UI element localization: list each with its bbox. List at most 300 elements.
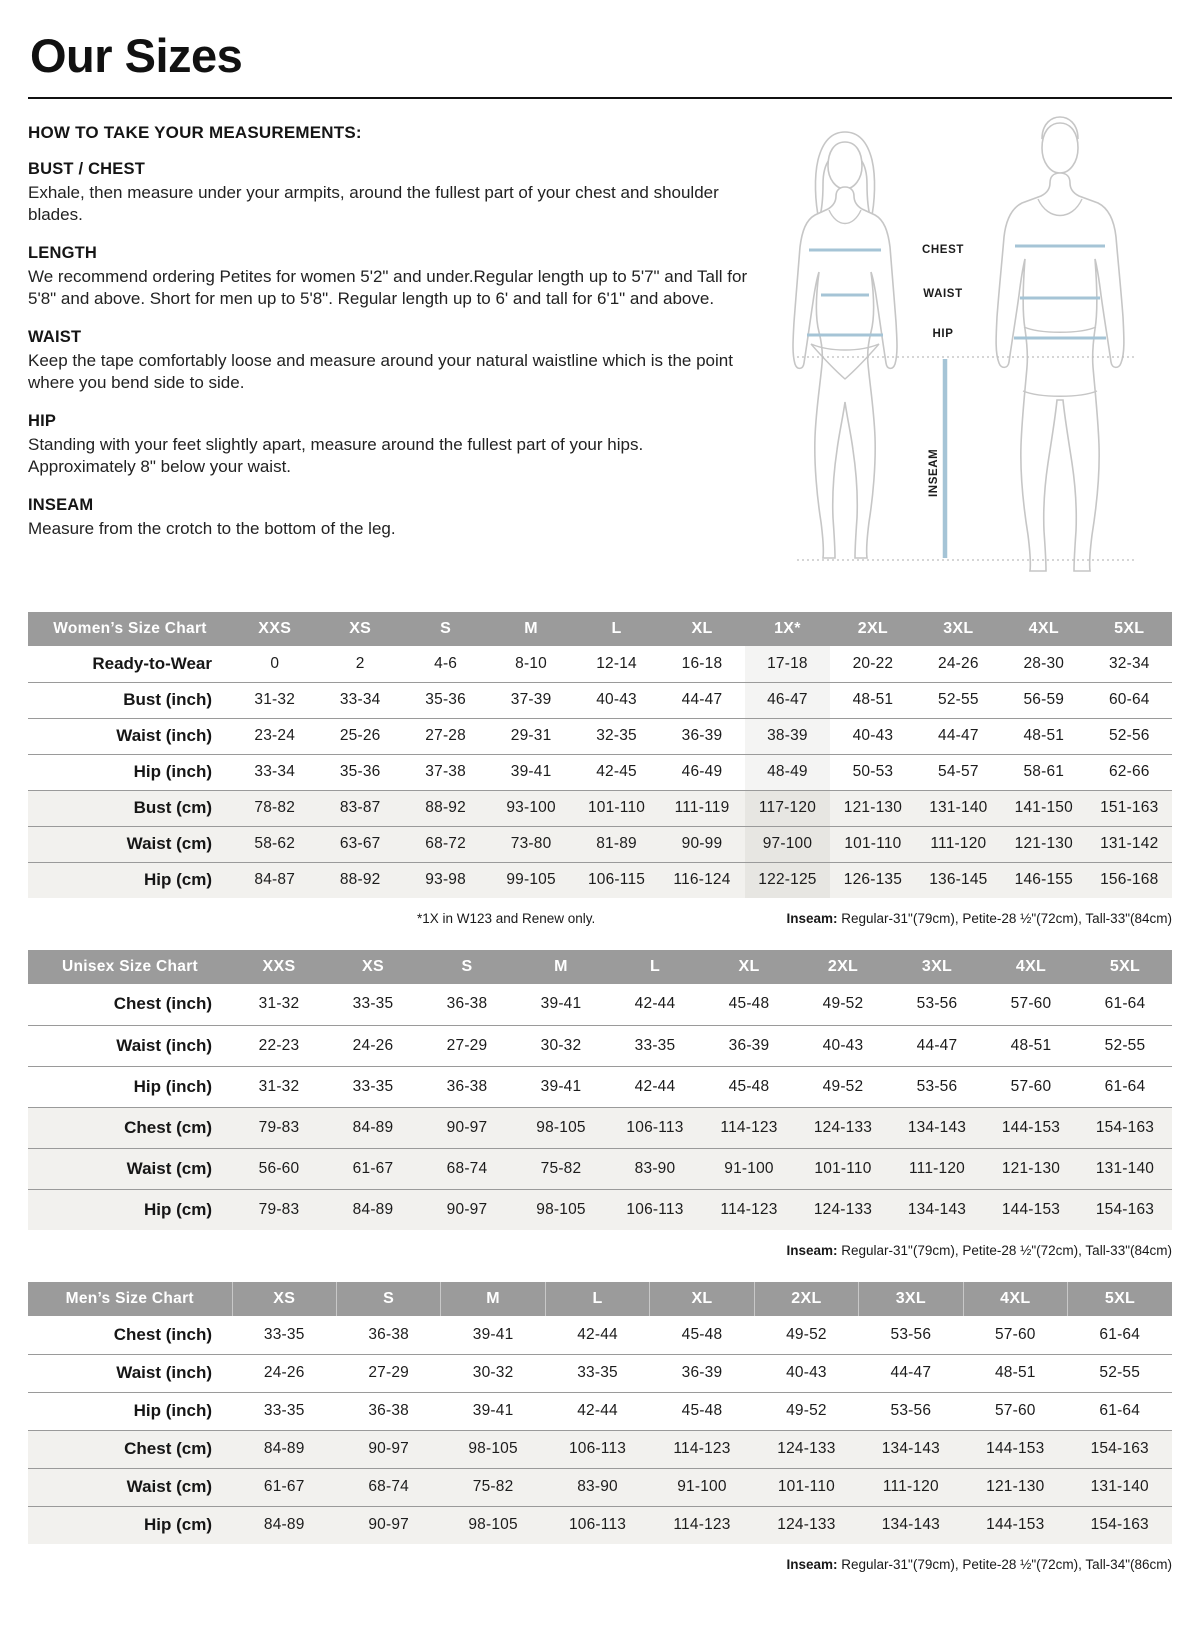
size-cell: 134-143 <box>881 1516 940 1534</box>
column-header-m: M <box>488 612 573 646</box>
size-cell: 17-18 <box>745 646 830 682</box>
column-header-l: L <box>545 1282 649 1316</box>
row-label: Ready-to-Wear <box>92 653 212 673</box>
size-cell: 56-59 <box>1023 691 1065 708</box>
mens-size-chart-section <box>28 1282 1172 1572</box>
inseam-footnote <box>786 1557 1172 1572</box>
womens-size-chart-section <box>28 612 1172 926</box>
table-row <box>28 1066 1172 1107</box>
inseam-footnote-label: Inseam: <box>786 1557 838 1572</box>
column-header-xs: XS <box>317 612 402 646</box>
column-header-xl: XL <box>650 1282 754 1316</box>
row-label: Chest (cm) <box>124 1439 212 1458</box>
row-label: Waist (cm) <box>126 1158 212 1178</box>
table-row <box>28 1316 1172 1354</box>
size-cell: 23-24 <box>254 727 296 744</box>
size-cell: 39-41 <box>540 995 582 1013</box>
size-cell: 61-64 <box>1099 1325 1141 1343</box>
size-cell: 36-39 <box>681 727 723 744</box>
size-cell: 144-153 <box>986 1516 1045 1534</box>
section-title: BUST / CHEST <box>28 160 145 178</box>
top-section <box>28 99 1172 592</box>
size-cell: 33-35 <box>577 1364 618 1381</box>
size-cell: 54-57 <box>938 763 979 780</box>
size-cell: 42-44 <box>634 1077 676 1095</box>
size-cell: 114-123 <box>720 1200 778 1218</box>
row-label: Chest (inch) <box>113 1324 212 1344</box>
column-header-4xl: 4XL <box>1001 612 1086 646</box>
size-cell: 90-97 <box>368 1516 409 1534</box>
size-cell: 101-110 <box>587 799 646 816</box>
row-label: Hip (cm) <box>144 1199 212 1219</box>
waist-label: WAIST <box>923 288 963 300</box>
column-header-4xl: 4XL <box>984 950 1078 984</box>
size-cell: 121-130 <box>986 1478 1045 1495</box>
size-cell: 36-38 <box>446 995 488 1013</box>
row-label: Hip (cm) <box>144 870 212 890</box>
size-cell: 78-82 <box>254 799 296 816</box>
size-cell: 42-44 <box>577 1325 618 1343</box>
inseam-footnote-label: Inseam: <box>786 1243 838 1258</box>
size-cell: 111-120 <box>930 835 987 852</box>
size-cell: 98-105 <box>468 1516 518 1534</box>
section-title: WAIST <box>28 327 82 346</box>
unisex-chart-footnotes <box>28 1243 1172 1258</box>
size-cell: 84-89 <box>263 1516 305 1534</box>
size-cell: 24-26 <box>352 1036 394 1054</box>
size-cell: 53-56 <box>916 995 958 1013</box>
size-cell: 144-153 <box>1001 1200 1061 1218</box>
size-cell: 12-14 <box>596 654 637 672</box>
size-cell: 154-163 <box>1095 1118 1155 1136</box>
size-cell: 61-64 <box>1099 1402 1141 1419</box>
size-cell: 28-30 <box>1023 654 1065 672</box>
size-cell: 90-97 <box>446 1200 488 1218</box>
size-cell: 29-31 <box>510 727 552 744</box>
measurement-instructions <box>28 99 752 540</box>
size-cell: 58-62 <box>254 835 296 852</box>
size-cell: 33-35 <box>352 995 394 1013</box>
size-cell: 73-80 <box>510 835 552 852</box>
size-cell: 61-67 <box>263 1478 305 1495</box>
size-cell: 83-90 <box>577 1478 618 1495</box>
size-cell: 32-34 <box>1108 654 1150 672</box>
size-cell: 98-105 <box>536 1118 586 1136</box>
size-cell: 101-110 <box>814 1159 872 1177</box>
inseam-footnote-text: Regular-31"(79cm), Petite-28 ½"(72cm), Tall-34"(86cm) <box>837 1557 1172 1572</box>
size-cell: 33-35 <box>263 1402 305 1419</box>
column-header-xxs: XXS <box>232 950 326 984</box>
size-cell: 63-67 <box>339 835 381 852</box>
size-cell: 33-34 <box>339 691 381 708</box>
column-header-1x: 1X* <box>745 612 830 646</box>
table-row <box>28 1107 1172 1148</box>
size-cell: 75-82 <box>540 1159 582 1177</box>
size-cell: 27-28 <box>425 727 466 744</box>
size-cell: 53-56 <box>890 1325 932 1343</box>
column-header-xxs: XXS <box>232 612 317 646</box>
size-cell: 52-55 <box>938 691 979 708</box>
instruction-section-bust-chest <box>28 160 752 227</box>
table-row <box>28 826 1172 862</box>
mens-size-chart-table <box>28 1282 1172 1544</box>
inseam-footnote <box>786 1243 1172 1258</box>
size-cell: 8-10 <box>515 654 547 672</box>
size-cell: 61-64 <box>1104 995 1146 1013</box>
size-cell: 98-105 <box>536 1200 586 1218</box>
size-cell: 114-123 <box>720 1118 778 1136</box>
size-cell: 35-36 <box>425 691 466 708</box>
page-title: Our Sizes <box>30 29 243 82</box>
womens-chart-footnotes <box>28 911 1172 926</box>
table-row <box>28 790 1172 826</box>
size-cell: 88-92 <box>425 799 466 816</box>
column-header-5xl: 5XL <box>1068 1282 1173 1316</box>
instruction-section-hip <box>28 412 752 479</box>
row-label: Hip (cm) <box>144 1515 212 1535</box>
size-cell: 156-168 <box>1100 871 1159 889</box>
row-label: Waist (inch) <box>116 1035 212 1055</box>
row-label: Waist (cm) <box>126 834 212 853</box>
column-header-l: L <box>608 950 702 984</box>
size-cell: 97-100 <box>745 826 830 862</box>
row-label: Bust (inch) <box>123 690 212 709</box>
inseam-label: INSEAM <box>928 448 940 497</box>
size-cell: 131-140 <box>1095 1159 1155 1177</box>
size-cell: 39-41 <box>472 1325 514 1343</box>
size-cell: 27-29 <box>446 1036 488 1054</box>
size-cell: 91-100 <box>724 1159 774 1177</box>
size-cell: 111-120 <box>909 1159 965 1177</box>
size-cell: 48-51 <box>1010 1036 1052 1054</box>
size-cell: 4-6 <box>434 654 458 672</box>
size-cell: 83-87 <box>339 799 381 816</box>
column-header-s: S <box>336 1282 440 1316</box>
table-row <box>28 646 1172 682</box>
size-cell: 114-123 <box>673 1440 731 1457</box>
size-cell: 48-49 <box>745 754 830 790</box>
size-cell: 141-150 <box>1014 799 1073 816</box>
size-cell: 33-35 <box>634 1036 676 1054</box>
section-title: LENGTH <box>28 243 98 262</box>
table-row <box>28 1468 1172 1506</box>
column-header-4xl: 4XL <box>963 1282 1067 1316</box>
size-cell: 106-113 <box>626 1200 684 1218</box>
size-cell: 25-26 <box>339 727 381 744</box>
size-cell: 68-74 <box>368 1478 409 1495</box>
size-cell: 79-83 <box>258 1118 300 1136</box>
table-row <box>28 682 1172 718</box>
column-header-3xl: 3XL <box>859 1282 963 1316</box>
size-cell: 131-140 <box>1090 1478 1149 1495</box>
table-row <box>28 984 1172 1025</box>
size-cell: 106-115 <box>587 871 646 889</box>
size-cell: 32-35 <box>596 727 637 744</box>
table-row <box>28 1506 1172 1544</box>
row-label: Chest (cm) <box>124 1117 212 1137</box>
size-cell: 61-64 <box>1104 1077 1146 1095</box>
table-row <box>28 1354 1172 1392</box>
size-cell: 151-163 <box>1100 799 1159 816</box>
size-cell: 111-119 <box>674 799 730 816</box>
size-cell: 33-34 <box>254 763 296 780</box>
size-cell: 134-143 <box>907 1118 967 1136</box>
inseam-footnote-text: Regular-31"(79cm), Petite-28 ½"(72cm), Tall-33"(84cm) <box>837 911 1172 926</box>
female-figure-outline <box>793 132 897 558</box>
size-cell: 16-18 <box>681 654 723 672</box>
size-cell: 39-41 <box>540 1077 582 1095</box>
row-label: Bust (cm) <box>133 798 212 817</box>
size-cell: 42-45 <box>596 763 637 780</box>
row-label: Hip (inch) <box>133 762 212 781</box>
size-cell: 124-133 <box>813 1200 873 1218</box>
column-header-m: M <box>441 1282 545 1316</box>
size-cell: 40-43 <box>596 691 637 708</box>
size-cell: 101-110 <box>777 1478 835 1495</box>
size-cell: 33-35 <box>352 1077 394 1095</box>
size-cell: 62-66 <box>1108 763 1150 780</box>
row-label: Hip (inch) <box>133 1076 212 1096</box>
table-title: Men’s Size Chart <box>28 1282 232 1316</box>
size-cell: 58-61 <box>1023 763 1065 780</box>
column-header-2xl: 2XL <box>754 1282 858 1316</box>
size-cell: 31-32 <box>254 691 296 708</box>
size-cell: 131-142 <box>1100 835 1159 852</box>
size-cell: 84-89 <box>352 1200 394 1218</box>
size-cell: 122-125 <box>745 862 830 898</box>
section-body: Keep the tape comfortably loose and measure around your natural waistline which is the point where you bend side to side. <box>28 350 733 393</box>
size-cell: 36-38 <box>368 1325 409 1343</box>
size-cell: 45-48 <box>728 1077 770 1095</box>
size-cell: 124-133 <box>777 1440 836 1457</box>
size-cell: 20-22 <box>852 654 894 672</box>
size-cell: 84-89 <box>352 1118 394 1136</box>
size-cell: 52-55 <box>1104 1036 1146 1054</box>
size-cell: 93-100 <box>506 799 556 816</box>
instructions-heading: HOW TO TAKE YOUR MEASUREMENTS: <box>28 123 362 142</box>
size-cell: 154-163 <box>1090 1440 1149 1457</box>
size-cell: 42-44 <box>634 995 676 1013</box>
size-cell: 44-47 <box>916 1036 958 1054</box>
size-cell: 0 <box>270 654 280 672</box>
size-cell: 121-130 <box>1001 1159 1061 1177</box>
size-cell: 99-105 <box>506 871 556 889</box>
size-cell: 81-89 <box>596 835 637 852</box>
size-cell: 36-38 <box>446 1077 488 1095</box>
size-cell: 36-38 <box>368 1402 409 1419</box>
table-row <box>28 754 1172 790</box>
size-cell: 90-97 <box>368 1440 409 1457</box>
column-header-xl: XL <box>702 950 796 984</box>
size-cell: 52-55 <box>1099 1364 1141 1381</box>
size-cell: 121-130 <box>843 799 903 816</box>
size-cell: 68-74 <box>446 1159 488 1177</box>
size-cell: 154-163 <box>1090 1516 1149 1534</box>
table-row <box>28 1392 1172 1430</box>
instruction-section-length <box>28 244 752 311</box>
size-cell: 146-155 <box>1014 871 1073 889</box>
size-cell: 79-83 <box>258 1200 300 1218</box>
size-guide-page <box>0 28 1200 1572</box>
size-cell: 40-43 <box>852 727 894 744</box>
size-cell: 134-143 <box>881 1440 940 1457</box>
size-cell: 48-51 <box>852 691 894 708</box>
size-cell: 27-29 <box>368 1364 409 1381</box>
size-cell: 84-89 <box>263 1440 305 1457</box>
size-cell: 106-113 <box>568 1440 627 1457</box>
size-cell: 37-38 <box>425 763 466 780</box>
size-cell: 49-52 <box>786 1325 827 1343</box>
size-cell: 33-35 <box>263 1325 305 1343</box>
table-row <box>28 1148 1172 1189</box>
size-cell: 45-48 <box>728 995 770 1013</box>
column-header-xl: XL <box>659 612 744 646</box>
column-header-xs: XS <box>326 950 420 984</box>
male-figure-outline <box>996 117 1124 571</box>
size-cell: 56-60 <box>258 1159 300 1177</box>
size-cell: 44-47 <box>681 691 723 708</box>
size-cell: 30-32 <box>540 1036 582 1054</box>
table-row <box>28 862 1172 898</box>
instruction-section-waist <box>28 328 752 395</box>
row-label: Hip (inch) <box>133 1401 212 1420</box>
table-row <box>28 718 1172 754</box>
size-cell: 40-43 <box>786 1364 827 1381</box>
column-header-s: S <box>420 950 514 984</box>
size-cell: 44-47 <box>890 1364 932 1381</box>
size-cell: 42-44 <box>577 1402 618 1419</box>
size-cell: 57-60 <box>1010 1077 1052 1095</box>
size-cell: 24-26 <box>938 654 979 672</box>
row-label: Waist (inch) <box>116 1363 212 1382</box>
size-cell: 121-130 <box>1014 835 1073 852</box>
size-cell: 84-87 <box>254 871 296 889</box>
size-cell: 36-39 <box>728 1036 770 1054</box>
size-cell: 40-43 <box>822 1036 864 1054</box>
size-cell: 61-67 <box>352 1159 394 1177</box>
size-cell: 46-49 <box>681 763 723 780</box>
size-cell: 50-53 <box>852 763 894 780</box>
inseam-footnote <box>786 911 1172 926</box>
size-cell: 106-113 <box>568 1516 627 1534</box>
size-cell: 68-72 <box>425 835 466 852</box>
inseam-footnote-label: Inseam: <box>786 911 838 926</box>
size-cell: 75-82 <box>472 1478 514 1495</box>
unisex-size-chart-section <box>28 950 1172 1258</box>
table-title: Unisex Size Chart <box>28 950 232 984</box>
size-cell: 136-145 <box>929 871 988 889</box>
size-cell: 2 <box>355 654 365 672</box>
size-cell: 39-41 <box>510 763 552 780</box>
column-header-3xl: 3XL <box>916 612 1001 646</box>
size-cell: 53-56 <box>916 1077 958 1095</box>
size-cell: 49-52 <box>786 1402 827 1419</box>
column-header-2xl: 2XL <box>830 612 915 646</box>
hip-label: HIP <box>932 328 954 340</box>
column-header-m: M <box>514 950 608 984</box>
row-label: Waist (inch) <box>116 726 212 745</box>
section-body: Standing with your feet slightly apart, measure around the fullest part of your hips. Approximately 8" below your waist. <box>28 434 644 477</box>
size-cell: 45-48 <box>681 1325 723 1343</box>
table-row <box>28 1430 1172 1468</box>
section-title: INSEAM <box>28 495 94 514</box>
section-body: Exhale, then measure under your armpits, around the fullest part of your chest and shoulder blades. <box>28 183 719 225</box>
section-body: We recommend ordering Petites for women 5'2" and under.Regular length up to 5'7" and Tall for 5'8" and above. Short for men up to 5'8". Regular length up to 6' and tall for 6'1" and above. <box>28 266 748 309</box>
size-cell: 31-32 <box>258 1077 300 1095</box>
mens-chart-footnotes <box>28 1557 1172 1572</box>
size-cell: 134-143 <box>907 1200 967 1218</box>
size-cell: 39-41 <box>472 1402 514 1419</box>
inseam-footnote-text: Regular-31"(79cm), Petite-28 ½"(72cm), Tall-33"(84cm) <box>837 1243 1172 1258</box>
size-cell: 98-105 <box>468 1440 518 1457</box>
size-cell: 124-133 <box>813 1118 873 1136</box>
size-cell: 48-51 <box>1023 727 1065 744</box>
column-header-l: L <box>574 612 659 646</box>
size-cell: 116-124 <box>673 871 731 889</box>
size-cell: 60-64 <box>1108 691 1150 708</box>
size-cell: 35-36 <box>339 763 381 780</box>
table-row <box>28 1025 1172 1066</box>
size-cell: 154-163 <box>1095 1200 1155 1218</box>
size-cell: 57-60 <box>994 1402 1036 1419</box>
chest-label: CHEST <box>922 244 964 256</box>
size-cell: 90-99 <box>681 835 723 852</box>
section-body: Measure from the crotch to the bottom of the leg. <box>28 518 396 538</box>
size-cell: 90-97 <box>446 1118 488 1136</box>
measurement-figures-illustration <box>752 107 1172 587</box>
size-cell: 117-120 <box>745 790 830 826</box>
size-cell: 144-153 <box>986 1440 1045 1457</box>
column-header-xs: XS <box>232 1282 336 1316</box>
body-measurement-diagram <box>752 99 1172 592</box>
size-cell: 93-98 <box>425 871 466 889</box>
table-title: Women’s Size Chart <box>28 612 232 646</box>
size-cell: 57-60 <box>1010 995 1052 1013</box>
size-cell: 124-133 <box>777 1516 836 1534</box>
size-cell: 49-52 <box>822 1077 864 1095</box>
size-cell: 36-39 <box>681 1364 723 1381</box>
size-cell: 49-52 <box>822 995 864 1013</box>
column-header-2xl: 2XL <box>796 950 890 984</box>
size-cell: 52-56 <box>1108 727 1150 744</box>
section-title: HIP <box>28 411 57 430</box>
column-header-5xl: 5XL <box>1087 612 1172 646</box>
size-cell: 38-39 <box>745 718 830 754</box>
size-cell: 101-110 <box>844 835 902 852</box>
size-cell: 44-47 <box>938 727 979 744</box>
size-cell: 37-39 <box>510 691 552 708</box>
size-cell: 30-32 <box>472 1364 514 1381</box>
size-cell: 31-32 <box>258 995 300 1013</box>
size-cell: 88-92 <box>339 871 381 889</box>
column-header-s: S <box>403 612 488 646</box>
column-header-5xl: 5XL <box>1078 950 1172 984</box>
size-cell: 46-47 <box>745 682 830 718</box>
row-label: Chest (inch) <box>113 994 212 1014</box>
size-cell: 48-51 <box>994 1364 1036 1381</box>
row-label: Waist (cm) <box>126 1477 212 1496</box>
table-row <box>28 1189 1172 1230</box>
unisex-size-chart-table <box>28 950 1172 1230</box>
size-cell: 22-23 <box>258 1036 300 1054</box>
size-cell: 24-26 <box>263 1364 305 1381</box>
size-cell: 53-56 <box>890 1402 932 1419</box>
size-cell: 144-153 <box>1001 1118 1061 1136</box>
size-cell: 131-140 <box>929 799 988 816</box>
size-cell: 91-100 <box>677 1478 727 1495</box>
size-cell: 45-48 <box>681 1402 723 1419</box>
womens-size-chart-table <box>28 612 1172 898</box>
